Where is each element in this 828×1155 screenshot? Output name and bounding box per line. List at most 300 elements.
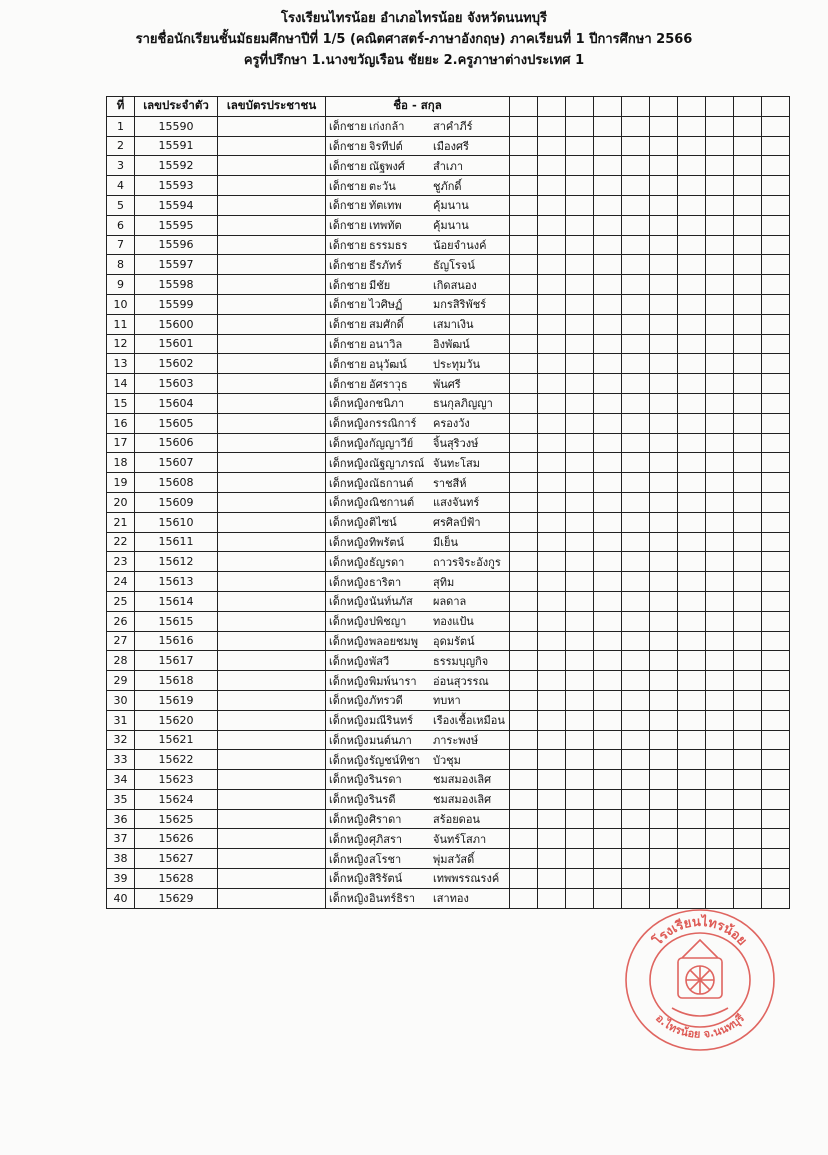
blank-mark-cell — [594, 176, 622, 196]
table-row — [107, 156, 790, 176]
last-name: สร้อยดอน — [433, 813, 480, 827]
blank-mark-cell — [538, 354, 566, 374]
blank-mark-cell — [678, 314, 706, 334]
blank-mark-cell — [510, 334, 538, 354]
student-name-cell — [326, 849, 510, 869]
row-number-cell: 5 — [107, 195, 135, 215]
student-name-cell — [326, 492, 510, 512]
row-number-cell: 21 — [107, 512, 135, 532]
blank-mark-cell — [762, 116, 790, 136]
blank-mark-cell — [734, 512, 762, 532]
blank-mark-cell — [566, 195, 594, 215]
name-title: เด็กหญิง — [329, 397, 369, 411]
name-title: เด็กหญิง — [329, 733, 369, 747]
name-title: เด็กหญิง — [329, 634, 369, 648]
blank-mark-cell — [510, 730, 538, 750]
blank-mark-cell — [510, 156, 538, 176]
column-header-blank — [510, 97, 538, 117]
blank-mark-cell — [538, 572, 566, 592]
blank-mark-cell — [678, 413, 706, 433]
blank-mark-cell — [678, 631, 706, 651]
citizen-id-cell — [218, 611, 326, 631]
student-id-cell: 15621 — [135, 730, 218, 750]
first-name: เทพทัต — [369, 219, 402, 233]
student-name-cell — [326, 710, 510, 730]
seal-top-text: โรงเรียนไทรน้อย — [650, 914, 750, 949]
blank-mark-cell — [566, 393, 594, 413]
table-row — [107, 275, 790, 295]
blank-mark-cell — [566, 631, 594, 651]
blank-mark-cell — [622, 235, 650, 255]
school-seal-stamp — [622, 900, 778, 1052]
blank-mark-cell — [566, 532, 594, 552]
blank-mark-cell — [510, 275, 538, 295]
blank-mark-cell — [538, 770, 566, 790]
blank-mark-cell — [678, 176, 706, 196]
blank-mark-cell — [594, 770, 622, 790]
blank-mark-cell — [622, 789, 650, 809]
last-name: อิงพัฒน์ — [433, 337, 470, 351]
blank-mark-cell — [566, 651, 594, 671]
blank-mark-cell — [762, 651, 790, 671]
blank-mark-cell — [650, 512, 678, 532]
row-number-cell: 16 — [107, 413, 135, 433]
last-name: จันทร์โสภา — [433, 832, 487, 846]
blank-mark-cell — [734, 849, 762, 869]
blank-mark-cell — [650, 611, 678, 631]
blank-mark-cell — [734, 492, 762, 512]
first-name: อินทร์ธิรา — [369, 892, 416, 906]
student-name-cell — [326, 789, 510, 809]
blank-mark-cell — [566, 770, 594, 790]
blank-mark-cell — [678, 255, 706, 275]
blank-mark-cell — [538, 512, 566, 532]
blank-mark-cell — [594, 631, 622, 651]
blank-mark-cell — [706, 393, 734, 413]
citizen-id-cell — [218, 255, 326, 275]
blank-mark-cell — [706, 829, 734, 849]
blank-mark-cell — [678, 552, 706, 572]
citizen-id-cell — [218, 591, 326, 611]
first-name: ภัทรวดี — [369, 694, 403, 708]
student-name-cell — [326, 334, 510, 354]
name-title: เด็กหญิง — [329, 615, 369, 629]
student-id-cell: 15590 — [135, 116, 218, 136]
row-number-cell: 27 — [107, 631, 135, 651]
blank-mark-cell — [538, 314, 566, 334]
table-row — [107, 116, 790, 136]
blank-mark-cell — [622, 770, 650, 790]
citizen-id-cell — [218, 710, 326, 730]
row-number-cell: 23 — [107, 552, 135, 572]
blank-mark-cell — [650, 591, 678, 611]
student-name-cell — [326, 750, 510, 770]
table-row — [107, 651, 790, 671]
blank-mark-cell — [538, 710, 566, 730]
blank-mark-cell — [762, 433, 790, 453]
blank-mark-cell — [622, 156, 650, 176]
citizen-id-cell — [218, 176, 326, 196]
citizen-id-cell — [218, 572, 326, 592]
citizen-id-cell — [218, 789, 326, 809]
blank-mark-cell — [678, 294, 706, 314]
blank-mark-cell — [594, 156, 622, 176]
last-name: ผลดาล — [433, 595, 467, 609]
blank-mark-cell — [510, 314, 538, 334]
blank-mark-cell — [594, 393, 622, 413]
blank-mark-cell — [566, 710, 594, 730]
blank-mark-cell — [538, 473, 566, 493]
last-name: ทบหา — [433, 694, 461, 708]
blank-mark-cell — [510, 710, 538, 730]
name-title: เด็กหญิง — [329, 417, 369, 431]
blank-mark-cell — [734, 413, 762, 433]
blank-mark-cell — [566, 176, 594, 196]
blank-mark-cell — [734, 809, 762, 829]
blank-mark-cell — [594, 374, 622, 394]
last-name: บัวชุม — [433, 753, 461, 767]
blank-mark-cell — [594, 354, 622, 374]
blank-mark-cell — [622, 433, 650, 453]
student-name-cell — [326, 314, 510, 334]
table-row — [107, 215, 790, 235]
blank-mark-cell — [762, 770, 790, 790]
citizen-id-cell — [218, 492, 326, 512]
citizen-id-cell — [218, 334, 326, 354]
blank-mark-cell — [650, 552, 678, 572]
row-number-cell: 20 — [107, 492, 135, 512]
column-header-blank — [594, 97, 622, 117]
student-name-cell — [326, 611, 510, 631]
blank-mark-cell — [538, 374, 566, 394]
citizen-id-cell — [218, 235, 326, 255]
table-row — [107, 294, 790, 314]
blank-mark-cell — [594, 532, 622, 552]
student-id-cell: 15612 — [135, 552, 218, 572]
blank-mark-cell — [734, 690, 762, 710]
blank-mark-cell — [706, 591, 734, 611]
row-number-cell: 19 — [107, 473, 135, 493]
blank-mark-cell — [706, 552, 734, 572]
blank-mark-cell — [622, 354, 650, 374]
blank-mark-cell — [566, 156, 594, 176]
name-title: เด็กหญิง — [329, 496, 369, 510]
blank-mark-cell — [510, 294, 538, 314]
blank-mark-cell — [706, 156, 734, 176]
blank-mark-cell — [622, 572, 650, 592]
blank-mark-cell — [538, 730, 566, 750]
blank-mark-cell — [678, 532, 706, 552]
name-title: เด็กชาย — [329, 139, 367, 153]
student-id-cell: 15591 — [135, 136, 218, 156]
blank-mark-cell — [594, 413, 622, 433]
blank-mark-cell — [762, 235, 790, 255]
blank-mark-cell — [762, 473, 790, 493]
blank-mark-cell — [650, 492, 678, 512]
name-title: เด็กหญิง — [329, 575, 369, 589]
blank-mark-cell — [538, 176, 566, 196]
citizen-id-cell — [218, 849, 326, 869]
blank-mark-cell — [622, 294, 650, 314]
blank-mark-cell — [706, 789, 734, 809]
citizen-id-cell — [218, 809, 326, 829]
student-id-cell: 15607 — [135, 453, 218, 473]
row-number-cell: 18 — [107, 453, 135, 473]
citizen-id-cell — [218, 631, 326, 651]
blank-mark-cell — [678, 136, 706, 156]
blank-mark-cell — [538, 235, 566, 255]
student-id-cell: 15597 — [135, 255, 218, 275]
blank-mark-cell — [734, 334, 762, 354]
first-name: มณีรินทร์ — [369, 714, 414, 728]
table-row — [107, 176, 790, 196]
student-name-cell — [326, 374, 510, 394]
blank-mark-cell — [734, 869, 762, 889]
student-name-cell — [326, 473, 510, 493]
blank-mark-cell — [678, 869, 706, 889]
last-name: ชมสมองเลิศ — [433, 773, 492, 787]
last-name: ธรรมบุญกิจ — [433, 654, 489, 668]
student-name-cell — [326, 829, 510, 849]
blank-mark-cell — [650, 176, 678, 196]
blank-mark-cell — [538, 433, 566, 453]
last-name: เกิดสนอง — [433, 278, 477, 292]
blank-mark-cell — [622, 730, 650, 750]
blank-mark-cell — [706, 710, 734, 730]
blank-mark-cell — [622, 116, 650, 136]
blank-mark-cell — [538, 631, 566, 651]
name-title: เด็กหญิง — [329, 516, 369, 530]
blank-mark-cell — [622, 176, 650, 196]
blank-mark-cell — [650, 294, 678, 314]
blank-mark-cell — [706, 294, 734, 314]
table-row — [107, 690, 790, 710]
row-number-cell: 9 — [107, 275, 135, 295]
blank-mark-cell — [734, 433, 762, 453]
blank-mark-cell — [650, 393, 678, 413]
citizen-id-cell — [218, 730, 326, 750]
last-name: สำเภา — [433, 159, 464, 173]
name-title: เด็กชาย — [329, 179, 367, 193]
blank-mark-cell — [678, 354, 706, 374]
table-row — [107, 829, 790, 849]
column-header-citizen-id: เลขบัตรประชาชน — [218, 97, 326, 117]
blank-mark-cell — [734, 750, 762, 770]
blank-mark-cell — [734, 631, 762, 651]
blank-mark-cell — [622, 869, 650, 889]
citizen-id-cell — [218, 433, 326, 453]
row-number-cell: 40 — [107, 888, 135, 908]
blank-mark-cell — [622, 710, 650, 730]
blank-mark-cell — [650, 235, 678, 255]
blank-mark-cell — [734, 294, 762, 314]
blank-mark-cell — [734, 235, 762, 255]
citizen-id-cell — [218, 888, 326, 908]
blank-mark-cell — [762, 730, 790, 750]
blank-mark-cell — [566, 671, 594, 691]
blank-mark-cell — [510, 591, 538, 611]
student-id-cell: 15598 — [135, 275, 218, 295]
row-number-cell: 22 — [107, 532, 135, 552]
name-title: เด็กหญิง — [329, 436, 369, 450]
citizen-id-cell — [218, 690, 326, 710]
student-id-cell: 15593 — [135, 176, 218, 196]
blank-mark-cell — [594, 789, 622, 809]
blank-mark-cell — [566, 374, 594, 394]
last-name: เทพพรรณรงค์ — [433, 872, 500, 886]
row-number-cell: 33 — [107, 750, 135, 770]
blank-mark-cell — [762, 275, 790, 295]
blank-mark-cell — [762, 393, 790, 413]
last-name: คุ้มนาน — [433, 199, 469, 213]
citizen-id-cell — [218, 671, 326, 691]
blank-mark-cell — [678, 690, 706, 710]
row-number-cell: 4 — [107, 176, 135, 196]
blank-mark-cell — [678, 611, 706, 631]
blank-mark-cell — [594, 611, 622, 631]
blank-mark-cell — [538, 651, 566, 671]
student-name-cell — [326, 215, 510, 235]
last-name: เสมาเงิน — [433, 318, 474, 332]
blank-mark-cell — [622, 374, 650, 394]
class-title-line: รายชื่อนักเรียนชั้นมัธยมศึกษาปีที่ 1/5 (คณิตศาสตร์-ภาษาอังกฤษ) ภาคเรียนที่ 1 ปีการศึกษา 2566 — [135, 32, 693, 47]
blank-mark-cell — [594, 809, 622, 829]
blank-mark-cell — [762, 136, 790, 156]
blank-mark-cell — [734, 136, 762, 156]
blank-mark-cell — [762, 492, 790, 512]
blank-mark-cell — [762, 374, 790, 394]
first-name: พลอยชมพู — [369, 634, 419, 648]
student-name-cell — [326, 690, 510, 710]
blank-mark-cell — [594, 690, 622, 710]
blank-mark-cell — [594, 235, 622, 255]
blank-mark-cell — [650, 195, 678, 215]
last-name: อุดมรัตน์ — [433, 634, 475, 648]
name-title: เด็กชาย — [329, 120, 367, 134]
last-name: ชูภักดิ์ — [433, 179, 462, 193]
student-name-cell — [326, 116, 510, 136]
table-row — [107, 849, 790, 869]
blank-mark-cell — [650, 136, 678, 156]
blank-mark-cell — [594, 294, 622, 314]
blank-mark-cell — [762, 710, 790, 730]
blank-mark-cell — [650, 730, 678, 750]
blank-mark-cell — [622, 829, 650, 849]
name-title: เด็กหญิง — [329, 694, 369, 708]
blank-mark-cell — [594, 849, 622, 869]
blank-mark-cell — [594, 671, 622, 691]
blank-mark-cell — [706, 869, 734, 889]
blank-mark-cell — [762, 453, 790, 473]
blank-mark-cell — [622, 512, 650, 532]
blank-mark-cell — [762, 176, 790, 196]
blank-mark-cell — [734, 156, 762, 176]
blank-mark-cell — [734, 789, 762, 809]
row-number-cell: 30 — [107, 690, 135, 710]
blank-mark-cell — [538, 255, 566, 275]
blank-mark-cell — [678, 433, 706, 453]
blank-mark-cell — [734, 611, 762, 631]
blank-mark-cell — [510, 631, 538, 651]
last-name: น้อยจำนงค์ — [433, 238, 487, 252]
first-name: ติไซน์ — [369, 516, 397, 530]
last-name: พันศรี — [433, 377, 461, 391]
citizen-id-cell — [218, 215, 326, 235]
blank-mark-cell — [510, 215, 538, 235]
blank-mark-cell — [538, 888, 566, 908]
blank-mark-cell — [594, 552, 622, 572]
blank-mark-cell — [678, 671, 706, 691]
blank-mark-cell — [566, 730, 594, 750]
blank-mark-cell — [678, 809, 706, 829]
blank-mark-cell — [706, 374, 734, 394]
blank-mark-cell — [510, 492, 538, 512]
document-header — [0, 8, 828, 71]
blank-mark-cell — [622, 334, 650, 354]
student-id-cell: 15613 — [135, 572, 218, 592]
blank-mark-cell — [594, 888, 622, 908]
blank-mark-cell — [678, 473, 706, 493]
blank-mark-cell — [622, 809, 650, 829]
blank-mark-cell — [650, 789, 678, 809]
student-name-cell — [326, 591, 510, 611]
table-row — [107, 710, 790, 730]
last-name: ถาวรจิระอังกูร — [433, 555, 501, 569]
student-id-cell: 15623 — [135, 770, 218, 790]
blank-mark-cell — [734, 572, 762, 592]
blank-mark-cell — [650, 690, 678, 710]
blank-mark-cell — [650, 532, 678, 552]
last-name: จิ้นสุริวงษ์ — [433, 436, 479, 450]
blank-mark-cell — [678, 156, 706, 176]
name-title: เด็กหญิง — [329, 892, 369, 906]
last-name: เมืองศรี — [433, 139, 469, 153]
row-number-cell: 10 — [107, 294, 135, 314]
blank-mark-cell — [622, 611, 650, 631]
column-header-blank — [762, 97, 790, 117]
row-number-cell: 17 — [107, 433, 135, 453]
blank-mark-cell — [538, 532, 566, 552]
blank-mark-cell — [538, 552, 566, 572]
blank-mark-cell — [510, 255, 538, 275]
blank-mark-cell — [594, 255, 622, 275]
table-row — [107, 591, 790, 611]
citizen-id-cell — [218, 473, 326, 493]
student-id-cell: 15618 — [135, 671, 218, 691]
blank-mark-cell — [706, 275, 734, 295]
blank-mark-cell — [650, 572, 678, 592]
blank-mark-cell — [538, 829, 566, 849]
student-name-cell — [326, 136, 510, 156]
last-name: ประทุมวัน — [433, 357, 480, 371]
student-id-cell: 15627 — [135, 849, 218, 869]
name-title: เด็กหญิง — [329, 852, 369, 866]
table-row — [107, 611, 790, 631]
row-number-cell: 25 — [107, 591, 135, 611]
table-header-row — [107, 97, 790, 117]
first-name: ธัญรดา — [369, 555, 405, 569]
table-row — [107, 552, 790, 572]
blank-mark-cell — [706, 473, 734, 493]
table-row — [107, 512, 790, 532]
blank-mark-cell — [510, 393, 538, 413]
blank-mark-cell — [538, 393, 566, 413]
blank-mark-cell — [650, 354, 678, 374]
blank-mark-cell — [510, 809, 538, 829]
blank-mark-cell — [706, 690, 734, 710]
name-title: เด็กชาย — [329, 258, 367, 272]
blank-mark-cell — [650, 116, 678, 136]
